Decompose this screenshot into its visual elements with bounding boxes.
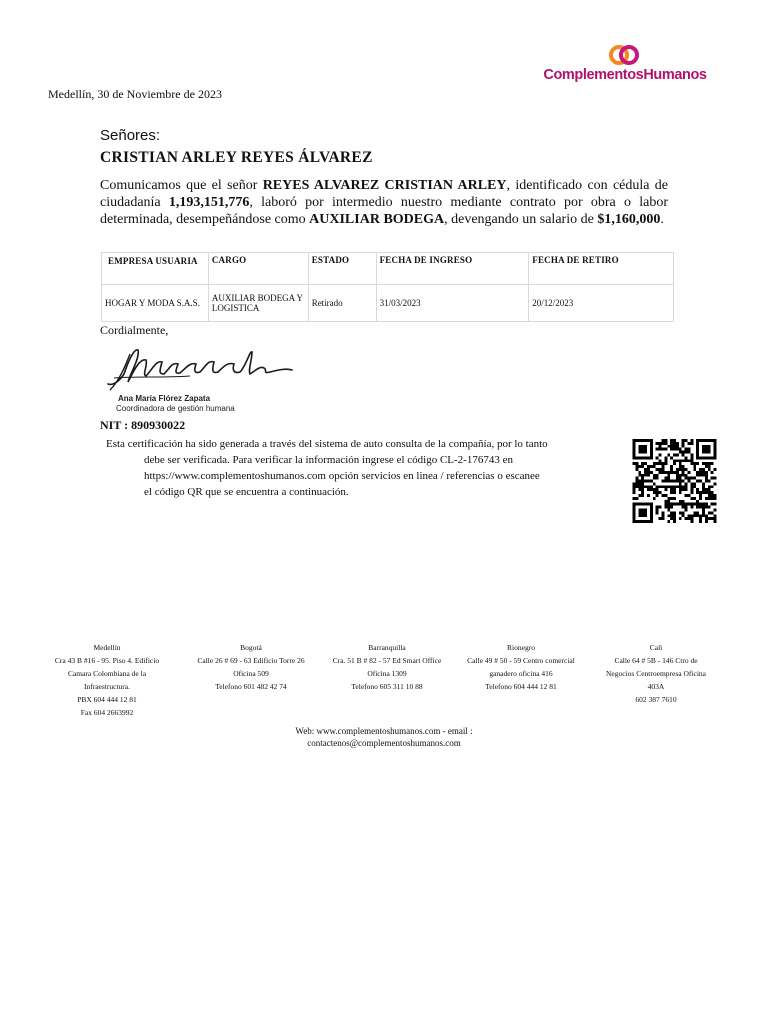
table-row bbox=[102, 285, 674, 322]
office-bogota: Bogotá Calle 26 # 69 - 63 Edificio Torre 26 Oficina 509 Telefono 601 482 42 74 bbox=[186, 641, 316, 693]
email-line: contactenos@complementoshumanos.com bbox=[307, 738, 461, 748]
header-cargo: CARGO bbox=[208, 253, 308, 285]
office-city: Bogotá bbox=[240, 643, 262, 652]
cert-line-4: el código QR que se encuentra a continuación. bbox=[144, 486, 349, 498]
cell-empresa: HOGAR Y MODA S.A.S. bbox=[102, 285, 209, 322]
web-line: Web: www.complementoshumanos.com - email : bbox=[295, 726, 473, 736]
office-medellin: Medellín Cra 43 B #16 - 95. Piso 4. Edificio Camara Colombiana de la Infraestructura. PBX 604 444 12 81 Fax 604 2663992 bbox=[44, 641, 170, 719]
signer-name: Ana María Flórez Zapata bbox=[118, 394, 211, 403]
recipient-name: CRISTIAN ARLEY REYES ÁLVAREZ bbox=[100, 149, 373, 166]
office-city: Cali bbox=[649, 643, 663, 652]
office-rionegro: Rionegro Calle 49 # 50 - 59 Centro comercial ganadero oficina 416 Telefono 604 444 12 81 bbox=[456, 641, 586, 693]
table-header-row bbox=[102, 253, 674, 285]
cell-fecha-retiro: 20/12/2023 bbox=[529, 285, 674, 322]
office-city: Barranquilla bbox=[368, 643, 406, 652]
date-line: Medellín, 30 de Noviembre de 2023 bbox=[48, 87, 222, 101]
office-city: Rionegro bbox=[507, 643, 535, 652]
header-fecha-ingreso: FECHA DE INGRESO bbox=[376, 253, 529, 285]
greeting: Señores: bbox=[100, 127, 161, 144]
cert-line-1: Esta certificación ha sido generada a través del sistema de auto consulta de la compañía, por lo tanto bbox=[106, 438, 548, 450]
header-fecha-retiro: FECHA DE RETIRO bbox=[529, 253, 674, 285]
cell-fecha-ingreso: 31/03/2023 bbox=[376, 285, 529, 322]
header-empresa: EMPRESA USUARIA bbox=[102, 253, 209, 285]
logo-text: ComplementosHumanos bbox=[543, 67, 707, 83]
certification-note bbox=[106, 436, 576, 500]
position: AUXILIAR BODEGA bbox=[309, 212, 445, 227]
cert-line-3: https://www.complementoshumanos.com opción servicios en linea / referencias o escanee bbox=[144, 470, 540, 482]
office-city: Medellín bbox=[93, 643, 121, 652]
header-estado: ESTADO bbox=[308, 253, 376, 285]
logo-mark-icon bbox=[607, 43, 641, 67]
signer-role: Coordinadora de gestión humana bbox=[116, 404, 235, 413]
qr-code[interactable] bbox=[631, 439, 718, 523]
body-paragraph: Comunicamos que el señor REYES ALVAREZ CRISTIAN ARLEY, identificado con cédula de ciudadanía 1,193,151,776, laboró por intermedio nuestro mediante contrato por obra o labor determinada, desempeñándose como AUXILIAR BODEGA, devengando un salario de $1,160,000. bbox=[100, 178, 669, 227]
nit-number: NIT : 890930022 bbox=[100, 418, 186, 432]
cell-cargo: AUXILIAR BODEGA Y LOGISTICA bbox=[208, 285, 308, 322]
employment-table bbox=[101, 252, 674, 322]
cell-estado: Retirado bbox=[308, 285, 376, 322]
salary: $1,160,000 bbox=[597, 212, 661, 227]
id-number: 1,193,151,776 bbox=[168, 195, 250, 210]
closing: Cordialmente, bbox=[100, 323, 169, 337]
web-contact bbox=[264, 725, 504, 749]
office-cali: Cali Calle 64 # 5B - 146 Ctro de Negocios Centroempresa Oficina 403A 602 387 7610 bbox=[594, 641, 718, 706]
employee-name: REYES ALVAREZ CRISTIAN ARLEY bbox=[262, 178, 507, 193]
office-barranquilla: Barranquilla Cra. 51 B # 82 - 57 Ed Smart Office Oficina 1309 Telefono 605 311 10 88 bbox=[322, 641, 452, 693]
company-logo bbox=[527, 43, 723, 91]
cert-line-2: debe ser verificada. Para verificar la información ingrese el código CL-2-176743 en bbox=[144, 454, 513, 466]
